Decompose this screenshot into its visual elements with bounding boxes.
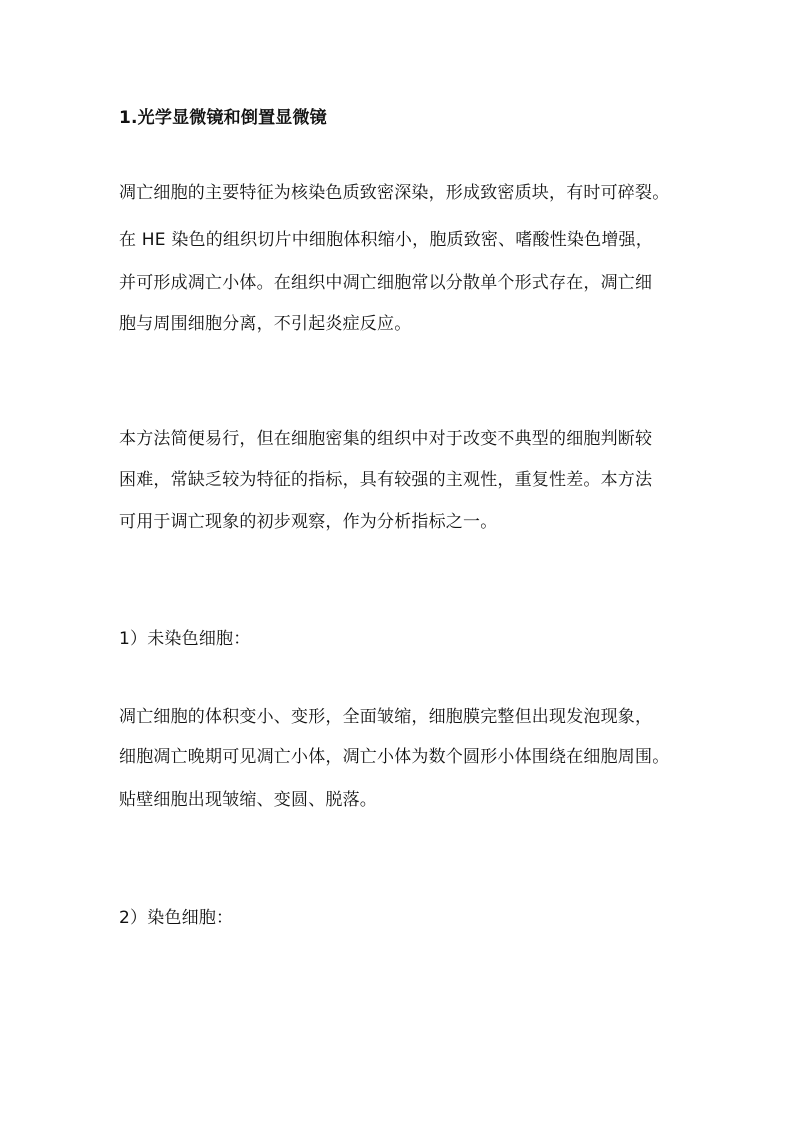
paragraph-line: 并可形成凋亡小体。在组织中凋亡细胞常以分散单个形式存在，凋亡细 bbox=[119, 273, 653, 293]
paragraph-line: 困难，常缺乏较为特征的指标，具有较强的主观性，重复性差。本方法 bbox=[119, 470, 653, 490]
subheading-stained-cells: 2）染色细胞： bbox=[119, 908, 234, 928]
paragraph-line: 在 HE 染色的组织切片中细胞体积缩小，胞质致密、嗜酸性染色增强， bbox=[119, 230, 653, 250]
paragraph-line: 凋亡细胞的主要特征为核染色质致密深染，形成致密质块，有时可碎裂。 bbox=[119, 183, 670, 203]
paragraph-line: 可用于调亡现象的初步观察，作为分析指标之一。 bbox=[119, 512, 498, 532]
paragraph-line: 细胞凋亡晚期可见凋亡小体，凋亡小体为数个圆形小体围绕在细胞周围。 bbox=[119, 747, 670, 767]
paragraph-line: 胞与周围细胞分离，不引起炎症反应。 bbox=[119, 314, 412, 334]
subheading-unstained-cells: 1）未染色细胞： bbox=[119, 629, 251, 649]
paragraph-line: 贴壁细胞出现皱缩、变圆、脱落。 bbox=[119, 790, 377, 810]
section-heading: 1.光学显微镜和倒置显微镜 bbox=[119, 108, 327, 128]
paragraph-line: 本方法简便易行，但在细胞密集的组织中对于改变不典型的细胞判断较 bbox=[119, 429, 653, 449]
paragraph-line: 凋亡细胞的体积变小、变形，全面皱缩，细胞膜完整但出现发泡现象， bbox=[119, 707, 653, 727]
